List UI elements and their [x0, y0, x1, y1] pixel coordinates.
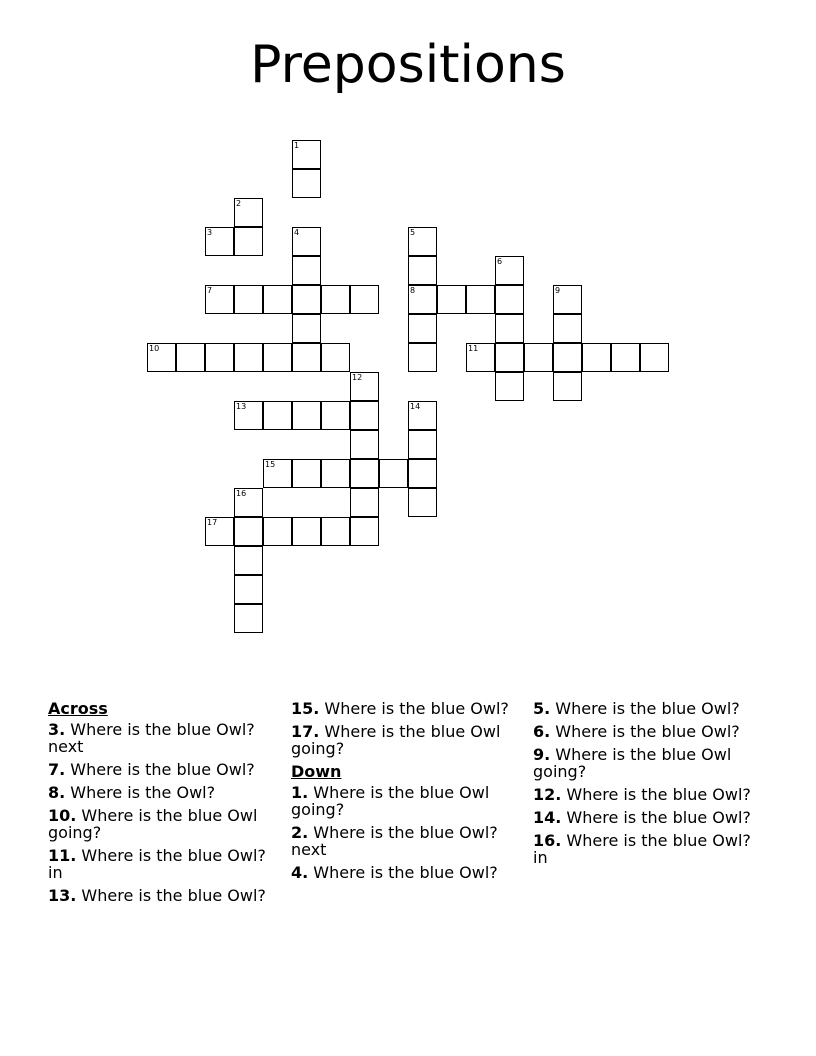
crossword-cell[interactable]	[234, 488, 263, 517]
clue-text: Where is the blue Owl going?	[48, 806, 258, 842]
crossword-cell[interactable]	[234, 546, 263, 575]
cell-number: 17	[207, 518, 218, 527]
crossword-cell[interactable]	[553, 372, 582, 401]
clue-item	[48, 887, 283, 904]
cell-number: 2	[236, 199, 242, 208]
crossword-cell[interactable]	[321, 343, 350, 372]
crossword-cell[interactable]	[292, 169, 321, 198]
crossword-cell[interactable]	[408, 401, 437, 430]
crossword-cell[interactable]	[234, 343, 263, 372]
clue-section-heading: Down	[291, 762, 342, 781]
crossword-cell[interactable]	[234, 285, 263, 314]
crossword-cell[interactable]	[408, 314, 437, 343]
cell-number: 16	[236, 489, 247, 498]
crossword-cell[interactable]	[321, 517, 350, 546]
crossword-cell[interactable]	[350, 372, 379, 401]
crossword-cell[interactable]	[292, 459, 321, 488]
clue-item	[48, 847, 283, 881]
cell-number: 1	[294, 141, 300, 150]
crossword-cell[interactable]	[234, 575, 263, 604]
clue-text: Where is the blue Owl?	[319, 699, 509, 718]
clue-column-2	[291, 700, 526, 887]
crossword-cell[interactable]	[408, 430, 437, 459]
crossword-cell[interactable]	[350, 488, 379, 517]
cell-number: 9	[555, 286, 561, 295]
crossword-cell[interactable]	[234, 517, 263, 546]
crossword-cell[interactable]	[640, 343, 669, 372]
crossword-cell[interactable]	[292, 343, 321, 372]
crossword-cell[interactable]	[292, 517, 321, 546]
clue-number: 11.	[48, 846, 77, 865]
crossword-cell[interactable]	[350, 517, 379, 546]
cell-number: 8	[410, 286, 416, 295]
clue-number: 7.	[48, 760, 66, 779]
clue-item	[533, 746, 768, 780]
cell-number: 10	[149, 344, 160, 353]
clue-item	[533, 809, 768, 826]
crossword-cell[interactable]	[553, 285, 582, 314]
cell-number: 4	[294, 228, 300, 237]
crossword-cell[interactable]	[437, 285, 466, 314]
crossword-cell[interactable]	[321, 401, 350, 430]
clue-text: Where is the blue Owl?	[550, 699, 740, 718]
crossword-cell[interactable]	[292, 285, 321, 314]
clue-number: 15.	[291, 699, 320, 718]
clue-item	[291, 723, 526, 757]
crossword-cell[interactable]	[408, 488, 437, 517]
crossword-cell[interactable]	[350, 459, 379, 488]
clue-number: 6.	[533, 722, 551, 741]
crossword-cell[interactable]	[350, 430, 379, 459]
clue-number: 2.	[291, 823, 309, 842]
crossword-cell[interactable]	[176, 343, 205, 372]
clue-item	[533, 723, 768, 740]
crossword-cell[interactable]	[263, 517, 292, 546]
clue-text: Where is the Owl?	[65, 783, 216, 802]
crossword-cell[interactable]	[205, 285, 234, 314]
crossword-cell[interactable]	[205, 227, 234, 256]
crossword-cell[interactable]	[263, 343, 292, 372]
crossword-cell[interactable]	[408, 256, 437, 285]
crossword-cell[interactable]	[263, 459, 292, 488]
clue-text: Where is the blue Owl? next	[291, 823, 498, 859]
clue-item	[533, 832, 768, 866]
clue-text: Where is the blue Owl going?	[533, 745, 732, 781]
crossword-cell[interactable]	[321, 459, 350, 488]
cell-number: 14	[410, 402, 421, 411]
crossword-cell[interactable]	[408, 343, 437, 372]
crossword-cell[interactable]	[147, 343, 176, 372]
crossword-cell[interactable]	[205, 517, 234, 546]
crossword-cell[interactable]	[292, 314, 321, 343]
clue-item	[291, 864, 526, 881]
clue-text: Where is the blue Owl?	[76, 886, 266, 905]
crossword-cell[interactable]	[495, 256, 524, 285]
crossword-cell[interactable]	[292, 140, 321, 169]
crossword-cell[interactable]	[292, 227, 321, 256]
clue-number: 4.	[291, 863, 309, 882]
crossword-cell[interactable]	[495, 314, 524, 343]
clue-number: 8.	[48, 783, 66, 802]
crossword-cell[interactable]	[611, 343, 640, 372]
clue-column-3	[533, 700, 768, 872]
cell-number: 3	[207, 228, 213, 237]
crossword-cell[interactable]	[292, 401, 321, 430]
clue-item	[48, 721, 283, 755]
clue-number: 14.	[533, 808, 562, 827]
clue-item	[533, 786, 768, 803]
clue-text: Where is the blue Owl?	[65, 760, 255, 779]
crossword-cell[interactable]	[350, 285, 379, 314]
clue-text: Where is the blue Owl?	[561, 808, 751, 827]
clue-text: Where is the blue Owl? in	[48, 846, 266, 882]
crossword-cell[interactable]	[524, 343, 553, 372]
clue-item	[291, 824, 526, 858]
page-title: Prepositions	[250, 35, 566, 95]
cell-number: 13	[236, 402, 247, 411]
clue-item	[291, 784, 526, 818]
crossword-cell[interactable]	[350, 401, 379, 430]
clue-text: Where is the blue Owl? in	[533, 831, 751, 867]
cell-number: 7	[207, 286, 213, 295]
crossword-cell[interactable]	[408, 227, 437, 256]
clue-text: Where is the blue Owl going?	[291, 783, 490, 819]
crossword-cell[interactable]	[234, 227, 263, 256]
crossword-cell[interactable]	[553, 314, 582, 343]
crossword-cell[interactable]	[263, 285, 292, 314]
clue-text: Where is the blue Owl going?	[291, 722, 501, 758]
crossword-cell[interactable]	[466, 343, 495, 372]
clue-column-1	[48, 700, 283, 910]
clue-item	[291, 700, 526, 717]
clue-section-heading: Across	[48, 699, 108, 718]
crossword-cell[interactable]	[263, 401, 292, 430]
clue-number: 17.	[291, 722, 320, 741]
crossword-cell[interactable]	[553, 343, 582, 372]
clue-text: Where is the blue Owl?	[308, 863, 498, 882]
crossword-cell[interactable]	[234, 604, 263, 633]
clue-item	[48, 784, 283, 801]
cell-number: 11	[468, 344, 479, 353]
crossword-cell[interactable]	[408, 459, 437, 488]
clue-item	[533, 700, 768, 717]
clue-number: 9.	[533, 745, 551, 764]
crossword-cell[interactable]	[379, 459, 408, 488]
clue-item	[48, 807, 283, 841]
clue-number: 12.	[533, 785, 562, 804]
crossword-cell[interactable]	[234, 401, 263, 430]
crossword-cell[interactable]	[495, 285, 524, 314]
cell-number: 6	[497, 257, 503, 266]
clue-number: 5.	[533, 699, 551, 718]
cell-number: 12	[352, 373, 363, 382]
clue-number: 10.	[48, 806, 77, 825]
clue-text: Where is the blue Owl?	[550, 722, 740, 741]
crossword-cell[interactable]	[466, 285, 495, 314]
cell-number: 15	[265, 460, 276, 469]
clue-text: Where is the blue Owl? next	[48, 720, 255, 756]
cell-number: 5	[410, 228, 416, 237]
clue-text: Where is the blue Owl?	[561, 785, 751, 804]
crossword-cell[interactable]	[495, 372, 524, 401]
crossword-cell[interactable]	[582, 343, 611, 372]
clue-item	[48, 761, 283, 778]
crossword-cell[interactable]	[234, 198, 263, 227]
clue-number: 3.	[48, 720, 66, 739]
clue-number: 16.	[533, 831, 562, 850]
crossword-cell[interactable]	[205, 343, 234, 372]
crossword-cell[interactable]	[495, 343, 524, 372]
crossword-cell[interactable]	[292, 256, 321, 285]
crossword-cell[interactable]	[408, 285, 437, 314]
crossword-cell[interactable]	[321, 285, 350, 314]
clue-number: 13.	[48, 886, 77, 905]
clue-number: 1.	[291, 783, 309, 802]
